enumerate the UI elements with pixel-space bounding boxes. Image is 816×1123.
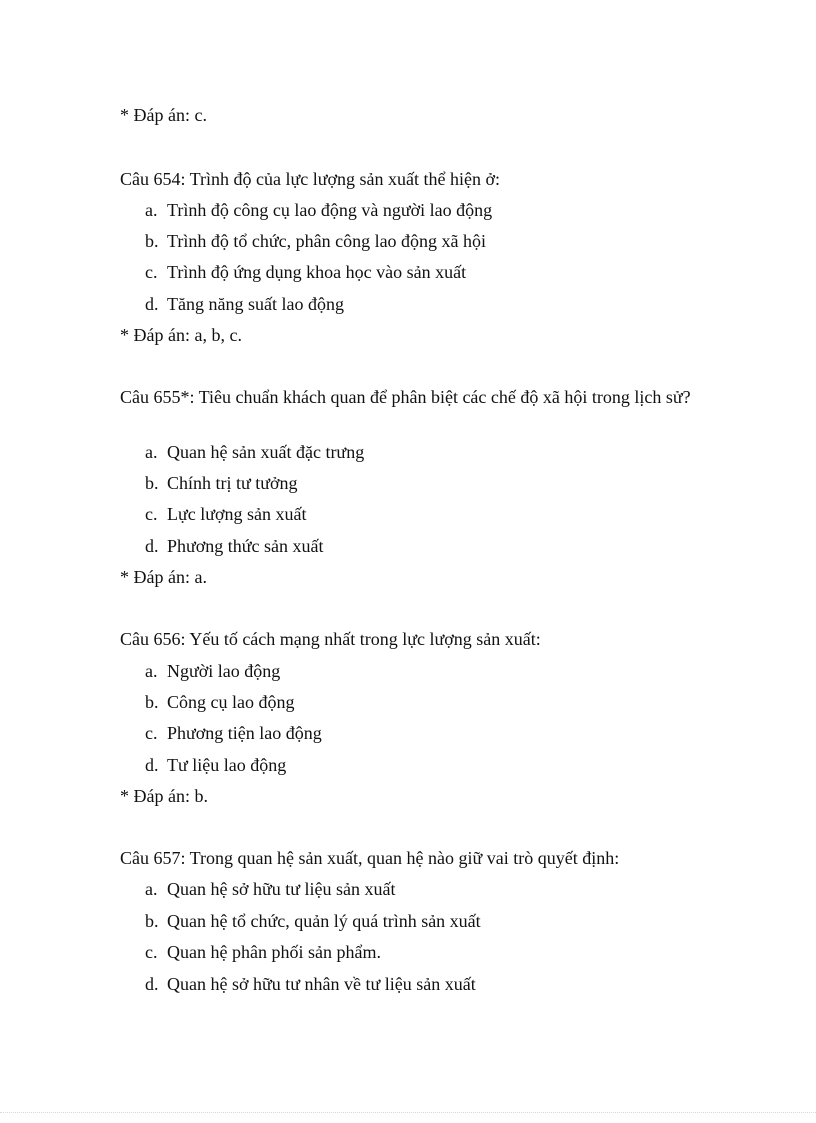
question-657-title: Câu 657: Trong quan hệ sản xuất, quan hệ nào giữ vai trò quyết định: [120,848,620,868]
option-letter: d. [145,536,159,556]
question-655-option-c [145,503,307,525]
question-656-option-d [145,754,286,776]
option-text: Lực lượng sản xuất [167,504,307,524]
option-letter: a. [145,879,158,899]
question-656-option-a [145,660,280,682]
question-657-option-c [145,941,381,963]
option-text: Phương tiện lao động [167,723,322,743]
option-letter: c. [145,262,158,282]
option-letter: c. [145,723,158,743]
option-text: Quan hệ sở hữu tư nhân về tư liệu sản xuất [167,974,476,994]
option-text: Trình độ tổ chức, phân công lao động xã hội [167,231,487,251]
answer-line-655: * Đáp án: a. [120,567,207,587]
question-654-option-b [145,230,486,252]
option-text: Người lao động [167,661,281,681]
option-text: Tư liệu lao động [167,755,287,775]
question-656-option-c [145,722,322,744]
option-letter: d. [145,974,159,994]
option-text: Tăng năng suất lao động [167,294,344,314]
answer-line-653: * Đáp án: c. [120,105,207,125]
question-654-option-d [145,293,344,315]
question-655-option-a [145,441,364,463]
answer-line-654: * Đáp án: a, b, c. [120,325,242,345]
option-text: Công cụ lao động [167,692,295,712]
question-655-option-b [145,472,298,494]
question-657-option-a [145,878,396,900]
question-656-title: Câu 656: Yếu tố cách mạng nhất trong lực lượng sản xuất: [120,629,541,649]
option-letter: b. [145,692,159,712]
page-bottom-divider [0,1112,816,1113]
option-letter: b. [145,911,159,931]
option-text: Quan hệ sở hữu tư liệu sản xuất [167,879,396,899]
question-654-option-a [145,199,492,221]
option-text: Phương thức sản xuất [167,536,324,556]
option-letter: a. [145,200,158,220]
question-655-option-d [145,535,324,557]
option-letter: d. [145,755,159,775]
question-654-option-c [145,261,466,283]
question-657-option-b [145,910,481,932]
option-letter: a. [145,442,158,462]
option-letter: b. [145,473,159,493]
question-657-option-d [145,973,476,995]
option-letter: c. [145,504,158,524]
option-text: Quan hệ phân phối sản phẩm. [167,942,381,962]
question-655-title: Câu 655*: Tiêu chuẩn khách quan để phân biệt các chế độ xã hội trong lịch sử? [120,387,691,407]
option-text: Trình độ ứng dụng khoa học vào sản xuất [167,262,467,282]
option-text: Quan hệ sản xuất đặc trưng [167,442,365,462]
option-text: Quan hệ tổ chức, quản lý quá trình sản xuất [167,911,481,931]
option-text: Trình độ công cụ lao động và người lao động [167,200,493,220]
option-letter: a. [145,661,158,681]
option-letter: b. [145,231,159,251]
option-text: Chính trị tư tưởng [167,473,298,493]
option-letter: d. [145,294,159,314]
question-654-title: Câu 654: Trình độ của lực lượng sản xuất thể hiện ở: [120,169,501,189]
option-letter: c. [145,942,158,962]
answer-line-656: * Đáp án: b. [120,786,208,806]
question-656-option-b [145,691,295,713]
